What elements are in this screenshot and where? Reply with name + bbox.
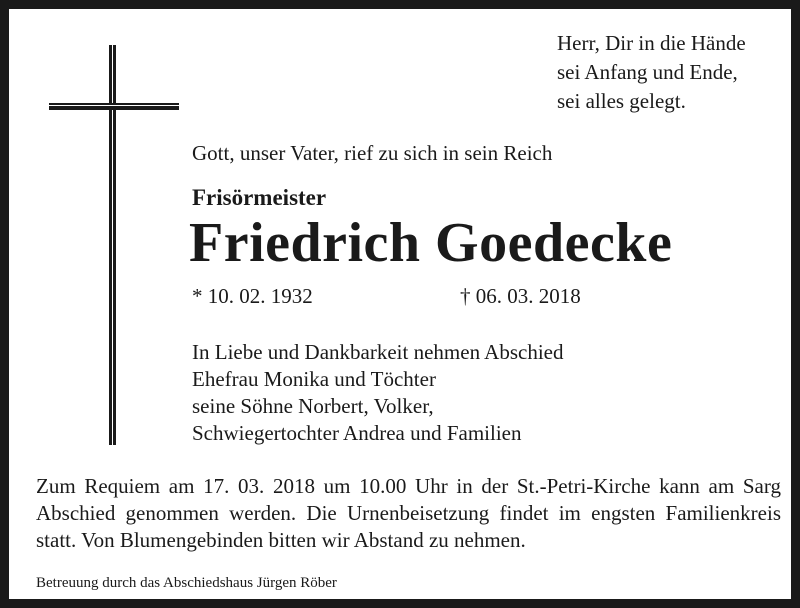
birth-date: * 10. 02. 1932 xyxy=(192,284,313,308)
funeral-notice: Zum Requiem am 17. 03. 2018 um 10.00 Uhr in der St.-Petri-Kirche kann am Sarg Abschied genommen werden. Die Urnenbeisetzung findet im engsten Familienkreis statt. Von Blumengebinden bitten wir Abstand zu nehmen. xyxy=(36,474,781,552)
deceased-name: Friedrich Goedecke xyxy=(189,212,673,274)
verse-line: sei alles gelegt. xyxy=(557,89,686,113)
mourners-list xyxy=(192,339,563,447)
verse-line: sei Anfang und Ende, xyxy=(557,60,738,84)
death-date: † 06. 03. 2018 xyxy=(460,284,581,308)
cross-crossbar xyxy=(49,103,179,110)
verse-line: Herr, Dir in die Hände xyxy=(557,31,746,55)
mourners-line: Ehefrau Monika und Töchter xyxy=(192,367,436,391)
mourners-line: Schwiegertochter Andrea und Familien xyxy=(192,421,522,445)
funeral-home-credit: Betreuung durch das Abschiedshaus Jürgen Röber xyxy=(36,575,337,591)
mourners-line: In Liebe und Dankbarkeit nehmen Abschied xyxy=(192,340,564,364)
verse xyxy=(557,29,746,116)
intro-text: Gott, unser Vater, rief zu sich in sein Reich xyxy=(192,141,553,165)
mourners-line: seine Söhne Norbert, Volker, xyxy=(192,394,434,418)
occupation-title: Frisörmeister xyxy=(192,185,327,210)
